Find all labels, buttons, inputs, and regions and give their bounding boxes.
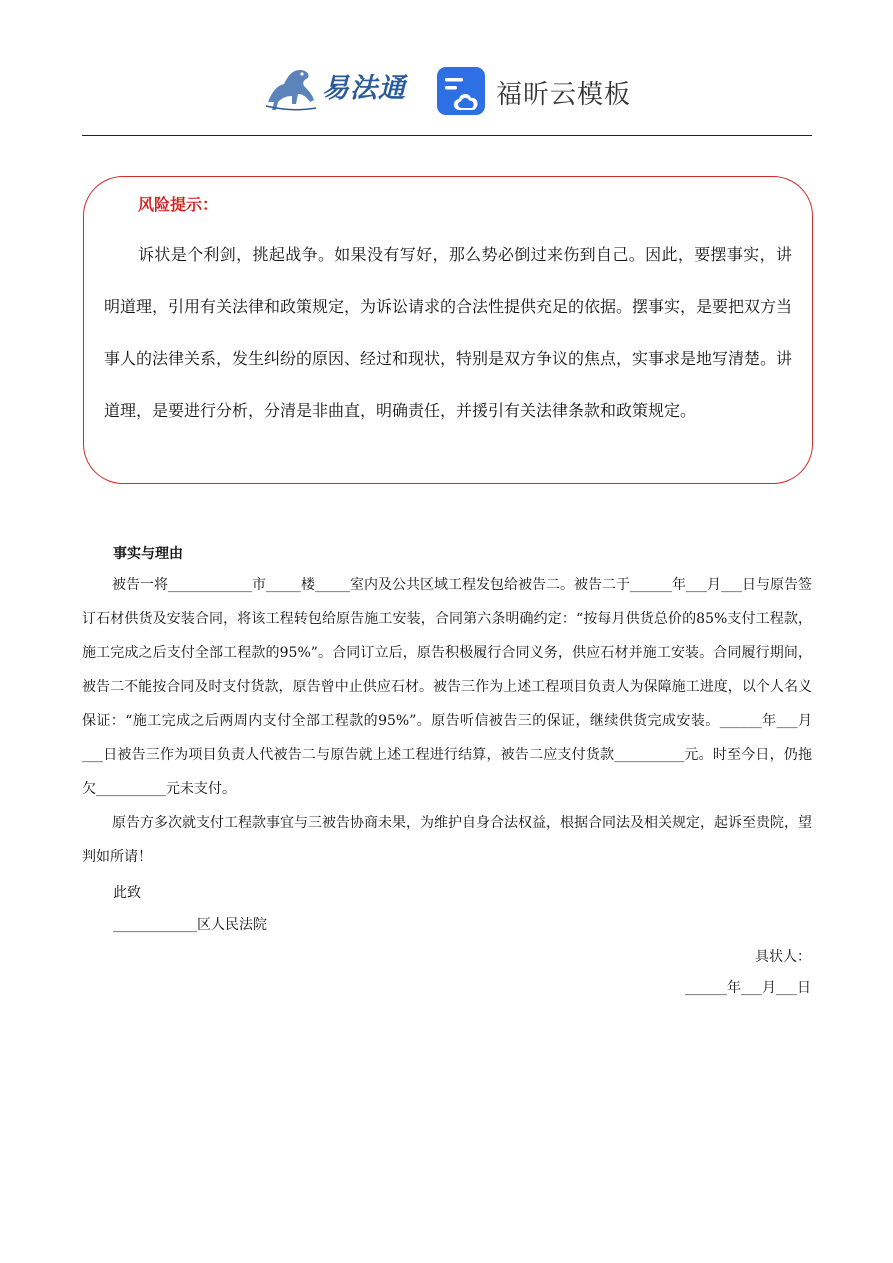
fuxin-brand-text: 福昕云模板 [496, 80, 632, 110]
facts-paragraph-2: 原告方多次就支付工程款事宜与三被告协商未果，为维护自身合法权益，根据合同法及相关规定，起诉至贵院，望判如所请！ [82, 815, 812, 865]
signature-date-line: ______年___月___日 [685, 980, 811, 996]
risk-warning-box [83, 176, 813, 484]
plaintiff-signature-label: 具状人： [755, 949, 811, 965]
risk-warning-text: 诉状是个利剑，挑起战争。如果没有写好，那么势必倒过来伤到自己。因此，要摆事实，讲明道理，引用有关法律和政策规定，为诉讼请求的合法性提供充足的依据。摆事实，是要把双方当事人的法律关系，发生纠纷的原因、经过和现状，特别是双方争议的焦点，实事求是地写清楚。讲道理，是要进行分析，分清是非曲直，明确责任，并援引有关法律条款和政策规定。 [104, 245, 793, 420]
closing-salutation: 此致 [113, 885, 141, 901]
facts-paragraph-1: 被告一将____________市_____楼_____室内及公共区域工程发包给被告二。被告二于______年___月___日与原告签订石材供货及安装合同，将该工程转包给原告施工安装，合同第六条明确约定：“按每月供货总价的85%支付工程款，施工完成之后支付全部工程款的95%”。合同订立后，原告积极履行合同义务，供应石材并施工安装。合同履行期间，被告二不能按合同及时支付货款，原告曾中止供应石材。被告三作为上述工程项目负责人为保障施工进度，以个人名义保证：“施工完成之后两周内支付全部工程款的95%”。原告听信被告三的保证，继续供货完成安装。______年___月___日被告三作为项目负责人代被告二与原告就上述工程进行结算，被告二应支付货款__________元。时至今日，仍拖欠__________元未支付。 [82, 577, 812, 797]
risk-warning-title: 风险提示： [138, 195, 219, 214]
facts-body [82, 568, 812, 874]
page-header [0, 58, 893, 122]
fuxin-logo [436, 64, 636, 116]
document-cloud-icon [436, 66, 486, 116]
qilin-icon [262, 62, 320, 114]
court-name-line: ____________区人民法院 [113, 917, 267, 933]
header-divider [82, 135, 812, 136]
facts-section-title: 事实与理由 [113, 546, 183, 562]
yifatong-logo [262, 62, 412, 114]
yifatong-brand-text: 易法通 [322, 73, 406, 104]
